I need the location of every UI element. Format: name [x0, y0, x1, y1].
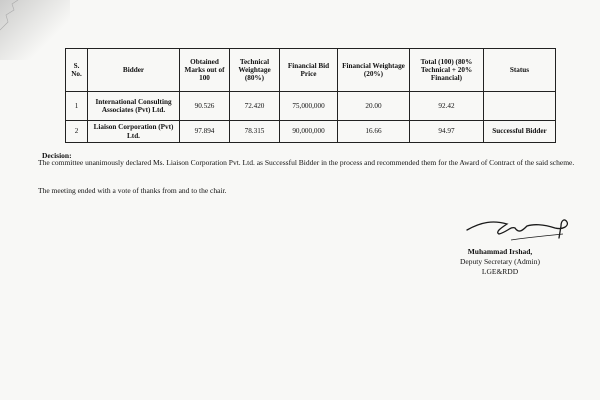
- table-header-row: [66, 49, 556, 92]
- cell-financial-bid: 75,000,000: [280, 92, 338, 121]
- torn-corner-mark: [0, 0, 35, 40]
- signatory-title: Deputy Secretary (Admin): [460, 256, 540, 266]
- cell-total: 92.42: [410, 92, 484, 121]
- decision-text: The committee unanimously declared Ms. Liaison Corporation Pvt. Ltd. as Successful Bidder in the process and recommended them for the Award of Contract of the said scheme.: [38, 158, 575, 167]
- header-technical-weightage: Technical Weightage (80%): [230, 49, 280, 92]
- cell-sno: 2: [66, 121, 88, 143]
- header-sno: S. No.: [66, 49, 88, 92]
- signature-block: [440, 247, 560, 276]
- cell-financial-bid: 90,000,000: [280, 121, 338, 143]
- table-row: [66, 92, 556, 121]
- cell-obtained-marks: 97.894: [180, 121, 230, 143]
- cell-sno: 1: [66, 92, 88, 121]
- cell-status: Successful Bidder: [484, 121, 556, 143]
- header-status: Status: [484, 49, 556, 92]
- cell-obtained-marks: 90.526: [180, 92, 230, 121]
- cell-bidder: Liaison Corporation (Pvt) Ltd.: [88, 121, 180, 143]
- cell-technical-weightage: 72.420: [230, 92, 280, 121]
- table-row: [66, 121, 556, 143]
- decision-heading: Decision:: [42, 151, 72, 160]
- cell-financial-weightage: 20.00: [338, 92, 410, 121]
- handwritten-signature: [463, 212, 573, 246]
- header-financial-bid: Financial Bid Price: [280, 49, 338, 92]
- header-financial-weightage: Financial Weightage (20%): [338, 49, 410, 92]
- bid-evaluation-table: [65, 48, 556, 143]
- cell-technical-weightage: 78.315: [230, 121, 280, 143]
- header-total: Total (100) (80% Technical + 20% Financial): [410, 49, 484, 92]
- signatory-name: Muhammad Irshad,: [467, 247, 533, 256]
- header-obtained-marks: Obtained Marks out of 100: [180, 49, 230, 92]
- signatory-org: LGE&RDD: [481, 266, 519, 276]
- cell-status: [484, 92, 556, 121]
- closing-remark: The meeting ended with a vote of thanks from and to the chair.: [38, 186, 227, 195]
- cell-financial-weightage: 16.66: [338, 121, 410, 143]
- header-bidder: Bidder: [88, 49, 180, 92]
- cell-total: 94.97: [410, 121, 484, 143]
- cell-bidder: International Consulting Associates (Pvt) Ltd.: [88, 92, 180, 121]
